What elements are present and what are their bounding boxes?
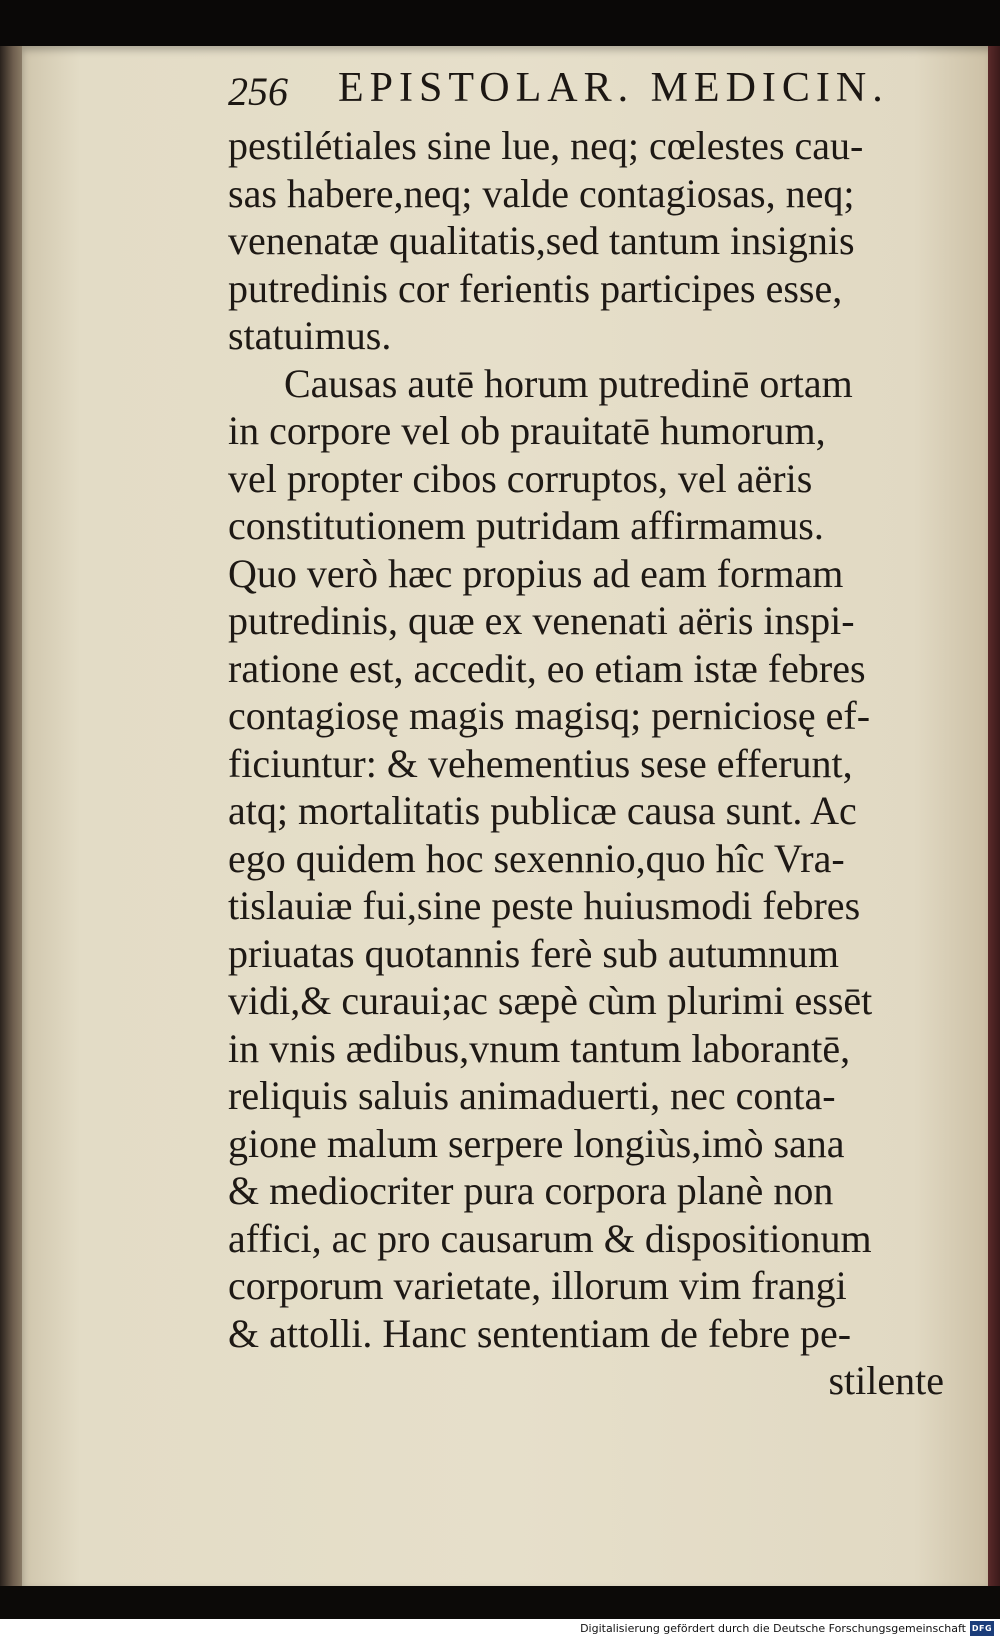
paragraph-start-line: Causas autē horum putredinē ortam xyxy=(284,360,853,406)
page-header xyxy=(228,64,908,116)
catchword: stilente xyxy=(828,1358,944,1403)
text-line: ficiuntur: & vehementius sese efferunt, xyxy=(228,740,853,786)
text-line: pestilétiales sine lue, neq; cœlestes cau- xyxy=(228,123,864,168)
text-line: putredinis, quæ ex venenati aëris inspi- xyxy=(228,598,855,643)
text-line: sas habere,neq; valde contagiosas, neq; xyxy=(228,170,855,216)
text-line: vel propter cibos corruptos, vel aëris xyxy=(228,455,813,501)
text-line: & attolli. Hanc sententiam de febre pe- xyxy=(228,1310,852,1356)
text-line: constitutionem putridam affirmamus. xyxy=(228,503,824,548)
page-number: 256 xyxy=(228,69,288,114)
running-title: EPISTOLAR. MEDICIN. xyxy=(338,65,889,111)
body-text xyxy=(228,122,948,1405)
text-line: reliquis saluis animaduerti, nec conta- xyxy=(228,1073,836,1118)
page-right-edge xyxy=(988,46,1000,1586)
book-binding-edge xyxy=(0,46,22,1586)
text-line: venenatæ qualitatis,sed tantum insignis xyxy=(228,218,855,263)
text-line: tislauiæ fui,sine peste huiusmodi febres xyxy=(228,883,861,928)
funding-credit: Digitalisierung gefördert durch die Deutsche Forschungsgemeinschaft xyxy=(580,1622,966,1635)
text-line: & mediocriter pura corpora planè non xyxy=(228,1168,834,1213)
top-dark-band xyxy=(0,0,1000,46)
text-line: ego quidem hoc sexennio,quo hîc Vra- xyxy=(228,835,845,881)
text-line: gione malum serpere longiùs,imò sana xyxy=(228,1120,845,1166)
text-line: Quo verò hæc propius ad eam formam xyxy=(228,550,844,596)
text-line: in corpore vel ob prauitatē humorum, xyxy=(228,408,826,453)
text-line: in vnis ædibus,vnum tantum laborantē, xyxy=(228,1025,851,1071)
dfg-logo-icon[interactable]: DFG xyxy=(970,1621,994,1636)
text-line: contagiosę magis magisq; perniciosę ef- xyxy=(228,693,871,738)
text-line: atq; mortalitatis publicæ causa sunt. Ac xyxy=(228,788,857,833)
bottom-dark-band xyxy=(0,1586,1000,1619)
text-line: affici, ac pro causarum & dispositionum xyxy=(228,1215,872,1261)
text-line: vidi,& curaui;ac sæpè cùm plurimi essēt xyxy=(228,978,873,1023)
text-line: statuimus. xyxy=(228,313,392,358)
text-line: ratione est, accedit, eo etiam istæ febres xyxy=(228,645,866,691)
text-line: corporum varietate, illorum vim frangi xyxy=(228,1263,847,1308)
text-line: priuatas quotannis ferè sub autumnum xyxy=(228,930,839,976)
text-line: putredinis cor ferientis participes esse, xyxy=(228,265,843,311)
